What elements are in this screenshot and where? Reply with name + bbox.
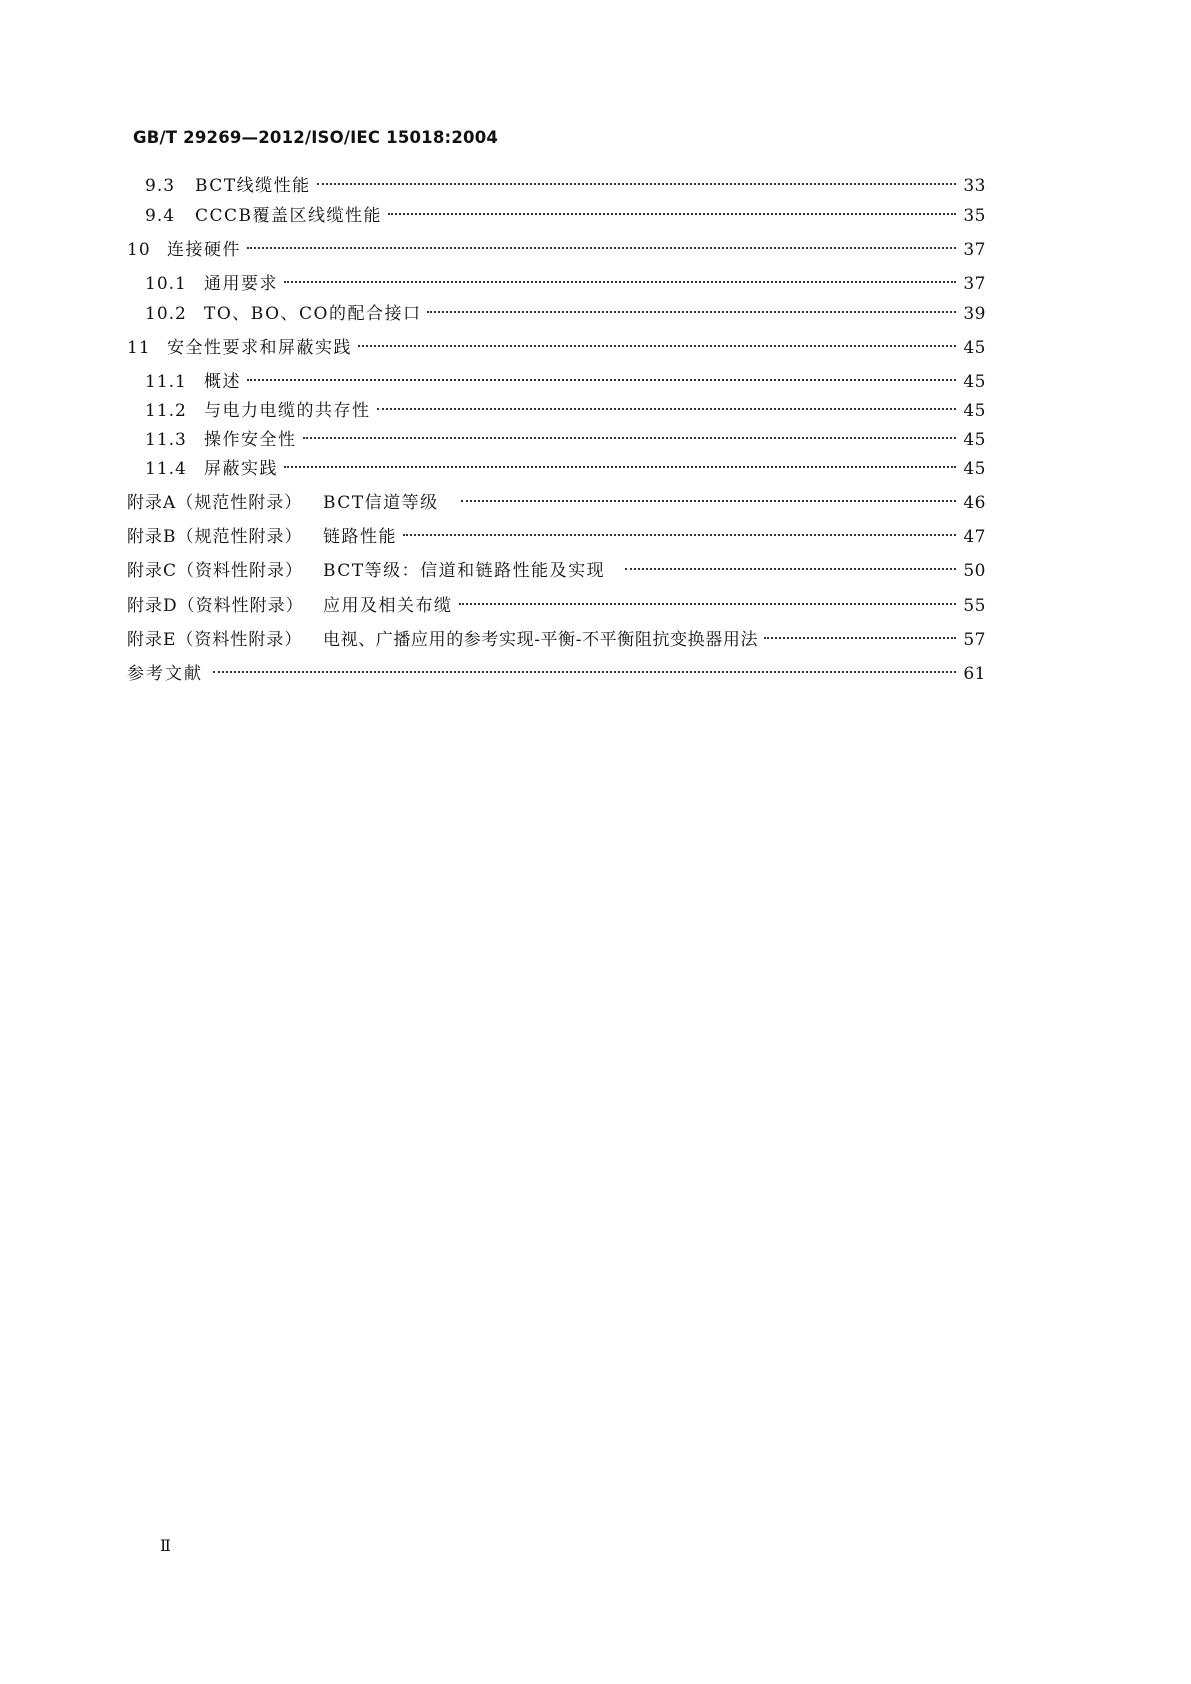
toc-entry-11-2[interactable] xyxy=(145,394,986,421)
toc-page-number: 45 xyxy=(963,459,986,479)
toc-page-number: 45 xyxy=(963,401,986,421)
toc-entry-11-1[interactable] xyxy=(145,365,986,392)
toc-title: 安全性要求和屏蔽实践 xyxy=(167,338,352,358)
toc-page-number: 47 xyxy=(963,527,986,547)
toc-entry-9-4[interactable] xyxy=(145,199,986,226)
toc-page-number: 45 xyxy=(963,372,986,392)
toc-entry-annex-e[interactable] xyxy=(127,623,986,650)
toc-number: 参考文献 xyxy=(127,664,203,684)
toc-title: 操作安全性 xyxy=(204,430,297,450)
toc-title: 通用要求 xyxy=(204,274,278,294)
toc-leader-dots xyxy=(764,623,956,645)
toc-leader-dots xyxy=(284,452,956,474)
toc-title: 连接硬件 xyxy=(167,240,241,260)
toc-title: 链路性能 xyxy=(323,527,397,547)
toc-title: 概述 xyxy=(204,372,241,392)
toc-number: 附录B（规范性附录） xyxy=(127,527,303,547)
toc-page-number: 33 xyxy=(963,176,986,196)
toc-leader-dots xyxy=(247,233,956,255)
toc-entry-11-3[interactable] xyxy=(145,423,986,450)
toc-number: 9.3 xyxy=(145,176,176,196)
toc-page-number: 37 xyxy=(963,274,986,294)
toc-entry-annex-d[interactable] xyxy=(127,589,986,616)
toc-number: 11.4 xyxy=(145,459,187,479)
toc-title: 应用及相关布缆 xyxy=(323,596,453,616)
toc-page-number: 57 xyxy=(963,630,986,650)
toc-leader-dots xyxy=(377,394,957,416)
toc-leader-dots xyxy=(625,554,956,576)
toc-page-number: 50 xyxy=(963,561,986,581)
toc-number: 附录D（资料性附录） xyxy=(127,596,304,616)
toc-leader-dots xyxy=(461,486,956,508)
toc-title: TO、BO、CO的配合接口 xyxy=(204,304,422,324)
toc-title: 屏蔽实践 xyxy=(204,459,278,479)
toc-entry-10[interactable] xyxy=(127,233,986,260)
toc-number: 附录C（资料性附录） xyxy=(127,561,304,581)
toc-page-number: 37 xyxy=(963,240,986,260)
toc-leader-dots xyxy=(358,331,956,353)
toc-page-number: 45 xyxy=(963,430,986,450)
toc-entry-10-1[interactable] xyxy=(145,267,986,294)
standard-code-header: GB/T 29269—2012/ISO/IEC 15018:2004 xyxy=(133,128,499,147)
toc-number: 11 xyxy=(127,338,151,358)
toc-leader-dots xyxy=(303,423,957,445)
toc-leader-dots xyxy=(284,267,956,289)
toc-entry-annex-a[interactable] xyxy=(127,486,986,513)
toc-number: 附录A（规范性附录） xyxy=(127,493,303,513)
toc-number: 附录E（资料性附录） xyxy=(127,630,303,650)
toc-leader-dots xyxy=(317,169,956,191)
toc-title: BCT等级：信道和链路性能及实现 xyxy=(323,561,606,581)
toc-number: 10.1 xyxy=(145,274,187,294)
toc-leader-dots xyxy=(213,657,956,679)
toc-entry-11-4[interactable] xyxy=(145,452,986,479)
toc-title: CCCB覆盖区线缆性能 xyxy=(195,206,383,226)
toc-entry-10-2[interactable] xyxy=(145,297,986,324)
toc-leader-dots xyxy=(459,589,957,611)
toc-leader-dots xyxy=(388,199,956,221)
toc-entry-bibliography[interactable] xyxy=(127,657,986,684)
toc-page-number: 46 xyxy=(963,493,986,513)
toc-entry-annex-c[interactable] xyxy=(127,554,986,581)
page-number-footer: Ⅱ xyxy=(160,1536,171,1555)
toc-entry-annex-b[interactable] xyxy=(127,520,986,547)
toc-title: 与电力电缆的共存性 xyxy=(204,401,371,421)
toc-number: 11.1 xyxy=(145,372,187,392)
toc-page-number: 45 xyxy=(963,338,986,358)
toc-entry-9-3[interactable] xyxy=(145,169,986,196)
toc-title: BCT信道等级 xyxy=(323,493,439,513)
toc-number: 11.3 xyxy=(145,430,187,450)
toc-title: 电视、广播应用的参考实现-平衡-不平衡阻抗变换器用法 xyxy=(323,630,759,650)
toc-page-number: 61 xyxy=(963,664,986,684)
toc-number: 10.2 xyxy=(145,304,187,324)
toc-number: 11.2 xyxy=(145,401,187,421)
toc-title: BCT线缆性能 xyxy=(195,176,311,196)
table-of-contents xyxy=(0,0,1191,760)
toc-page-number: 55 xyxy=(963,596,986,616)
toc-leader-dots xyxy=(247,365,956,387)
toc-number: 10 xyxy=(127,240,151,260)
toc-number: 9.4 xyxy=(145,206,176,226)
toc-page-number: 35 xyxy=(963,206,986,226)
toc-leader-dots xyxy=(403,520,956,542)
toc-page-number: 39 xyxy=(963,304,986,324)
toc-leader-dots xyxy=(427,297,956,319)
toc-entry-11[interactable] xyxy=(127,331,986,358)
